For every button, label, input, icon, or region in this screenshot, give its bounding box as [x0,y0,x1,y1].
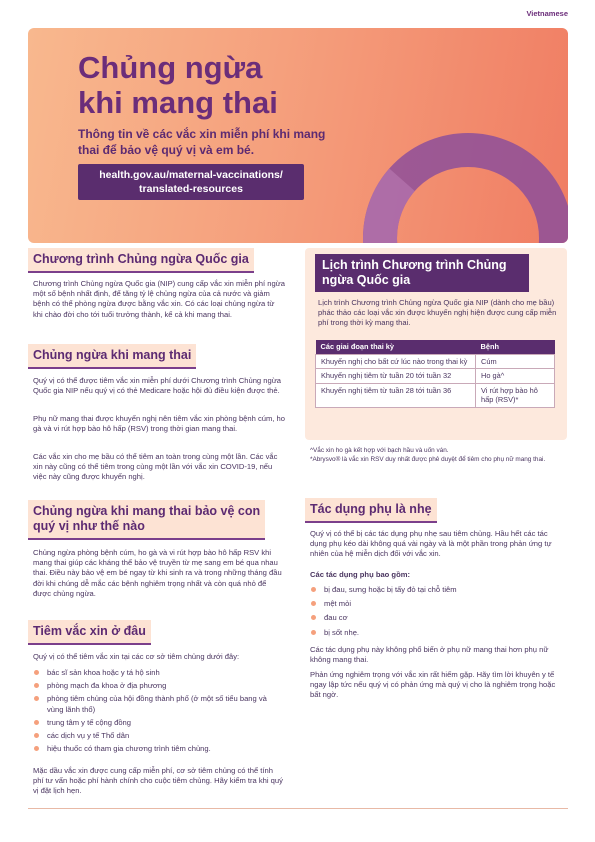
bullet-icon [34,696,39,701]
list-item: bị đau, sưng hoặc bị tấy đỏ tại chỗ tiêm [310,585,565,595]
stage-cell: Khuyến nghị tiêm từ tuần 20 tới tuần 32 [316,369,476,384]
table-header-row [316,340,555,354]
protect-heading: Chủng ngừa khi mang thai bảo vệ con quý vị như thế nào [28,500,265,540]
schedule-intro: Lịch trình Chương trình Chủng ngừa Quốc gia NIP (dành cho mẹ bầu) phác thảo các loại vắc xin được khuyến nghị hiện được cung cấp miễn phí trong thời kỳ mang thai. [318,298,557,328]
footer-divider [28,808,568,809]
decorative-arc-graphic [358,128,568,243]
table-row [316,369,555,384]
schedule-card [305,248,567,440]
list-item: bị sốt nhẹ. [310,628,565,638]
schedule-heading: Lịch trình Chương trình Chủng ngừa Quốc gia [315,254,529,292]
language-label: Vietnamese [526,9,568,18]
where-heading: Tiêm vắc xin ở đâu [28,620,151,645]
bullet-icon [34,670,39,675]
list-item: phòng mạch đa khoa ở địa phương [33,681,285,691]
side-effects-list [310,585,565,638]
pregnancy-heading: Chủng ngừa khi mang thai [28,344,196,369]
bullet-icon [34,720,39,725]
table-row [316,383,555,407]
list-item: đau cơ [310,613,565,623]
protect-body: Chủng ngừa phòng bệnh cúm, ho gà và vi rút hợp bào hô hấp RSV khi mang thai giúp các kháng thể bảo vệ truyền từ mẹ sang em bé qua nhau thai. Điều này bảo vệ em bé ngay từ khi sinh ra và trong những tháng đầu đời khi chúng dễ mắc các bệnh nghiêm trọng nhất và còn quá nhỏ để được chủng ngừa. [33,548,282,598]
page-subtitle: Thông tin về các vắc xin miễn phí khi mang thai để bảo vệ quý vị và em bé. [78,127,326,157]
disease-cell: Cúm [476,354,555,369]
pregnancy-p2: Phụ nữ mang thai được khuyến nghị nên tiêm vắc xin phòng bệnh cúm, ho gà và vi rút hợp bào hô hấp (RSV) trong thời gian mang thai. [33,414,285,434]
list-item: trung tâm y tế cộng đồng [33,718,285,728]
stage-cell: Khuyến nghị tiêm từ tuần 28 tới tuần 36 [316,383,476,407]
bullet-icon [34,733,39,738]
side-effects-subheading: Các tác dụng phụ bao gồm: [310,570,410,579]
disease-cell: Vi rút hợp bào hô hấp (RSV)* [476,383,555,407]
bullet-icon [311,587,316,592]
where-intro: Quý vị có thể tiêm vắc xin tại các cơ sở tiêm chủng dưới đây: [33,652,240,661]
list-item: các dịch vụ y tế Thổ dân [33,731,285,741]
list-item: hiệu thuốc có tham gia chương trình tiêm chủng. [33,744,285,754]
side-effects-heading: Tác dụng phụ là nhẹ [305,498,437,523]
where-outro: Mặc dầu vắc xin được cung cấp miễn phí, cơ sở tiêm chủng có thể tính phí tư vấn hoặc phí hành chính cho cuộc tiêm chủng. Hãy kiểm tra khi quý vị đặt lịch hẹn. [33,766,283,796]
hero-banner [28,28,568,243]
list-item: bác sĩ sản khoa hoặc y tá hộ sinh [33,668,285,678]
side-effects-intro: Quý vị có thể bị các tác dụng phụ nhẹ sau tiêm chủng. Hầu hết các tác dụng phụ kéo dài không quá vài ngày và là một phần trong phản ứng tự nhiên của hệ miễn dịch đối với vắc xin. [310,529,552,559]
list-item: phòng tiêm chủng của hội đồng thành phố (ở một số tiểu bang và vùng lãnh thổ) [33,694,285,714]
pregnancy-p3: Các vắc xin cho mẹ bầu có thể tiêm an toàn trong cùng một lần. Các vắc xin này cũng có thể tiêm trong cùng một lần với vắc xin COVID-19, nếu việc này cũng được khuyến nghị. [33,452,278,482]
pregnancy-p1: Quý vị có thể được tiêm vắc xin miễn phí dưới Chương trình Chủng ngừa Quốc gia NIP nếu quý vị có thẻ Medicare hoặc hội đủ điều kiện được thẻ. [33,376,282,396]
bullet-icon [311,601,316,606]
where-list [33,668,285,754]
nip-heading: Chương trình Chủng ngừa Quốc gia [28,248,254,273]
side-effects-p3: Phản ứng nghiêm trọng với vắc xin rất hiếm gặp. Hãy tìm lời khuyên y tế ngay lập tức nếu quý vị có phản ứng mà quý vị cho là nghiêm trọng hoặc bất ngờ. [310,670,556,700]
table-row [316,354,555,369]
nip-body: Chương trình Chủng ngừa Quốc gia (NIP) cung cấp vắc xin miễn phí ngừa một số bệnh nhất định, để tăng tỷ lệ chủng ngừa của cả nước và giảm bệnh có thể phòng ngừa được bằng vắc xin. Có các loại chủng ngừa từ khi chào đời cho tới tuổi trưởng thành, kể cả khi mang thai. [33,279,285,319]
bullet-icon [34,683,39,688]
footnote-whooping-cough: ^Vắc xin ho gà kết hợp với bạch hầu và uốn ván. [310,447,449,454]
bullet-icon [311,630,316,635]
footnote-rsv: *Abrysvo® là vắc xin RSV duy nhất được phê duyệt để tiêm cho phụ nữ mang thai. [310,456,546,463]
schedule-table [315,340,555,408]
resources-link[interactable]: health.gov.au/maternal-vaccinations/ translated-resources [78,164,304,200]
list-item: mệt mỏi [310,599,565,609]
side-effects-p2: Các tác dụng phụ này không phổ biến ở phụ nữ mang thai hơn phụ nữ không mang thai. [310,645,549,665]
column-header-stage: Các giai đoạn thai kỳ [316,340,476,354]
bullet-icon [311,615,316,620]
stage-cell: Khuyến nghị cho bất cứ lúc nào trong thai kỳ [316,354,476,369]
disease-cell: Ho gà^ [476,369,555,384]
page-title: Chủng ngừa khi mang thai [78,50,278,120]
bullet-icon [34,746,39,751]
column-header-disease: Bệnh [476,340,555,354]
